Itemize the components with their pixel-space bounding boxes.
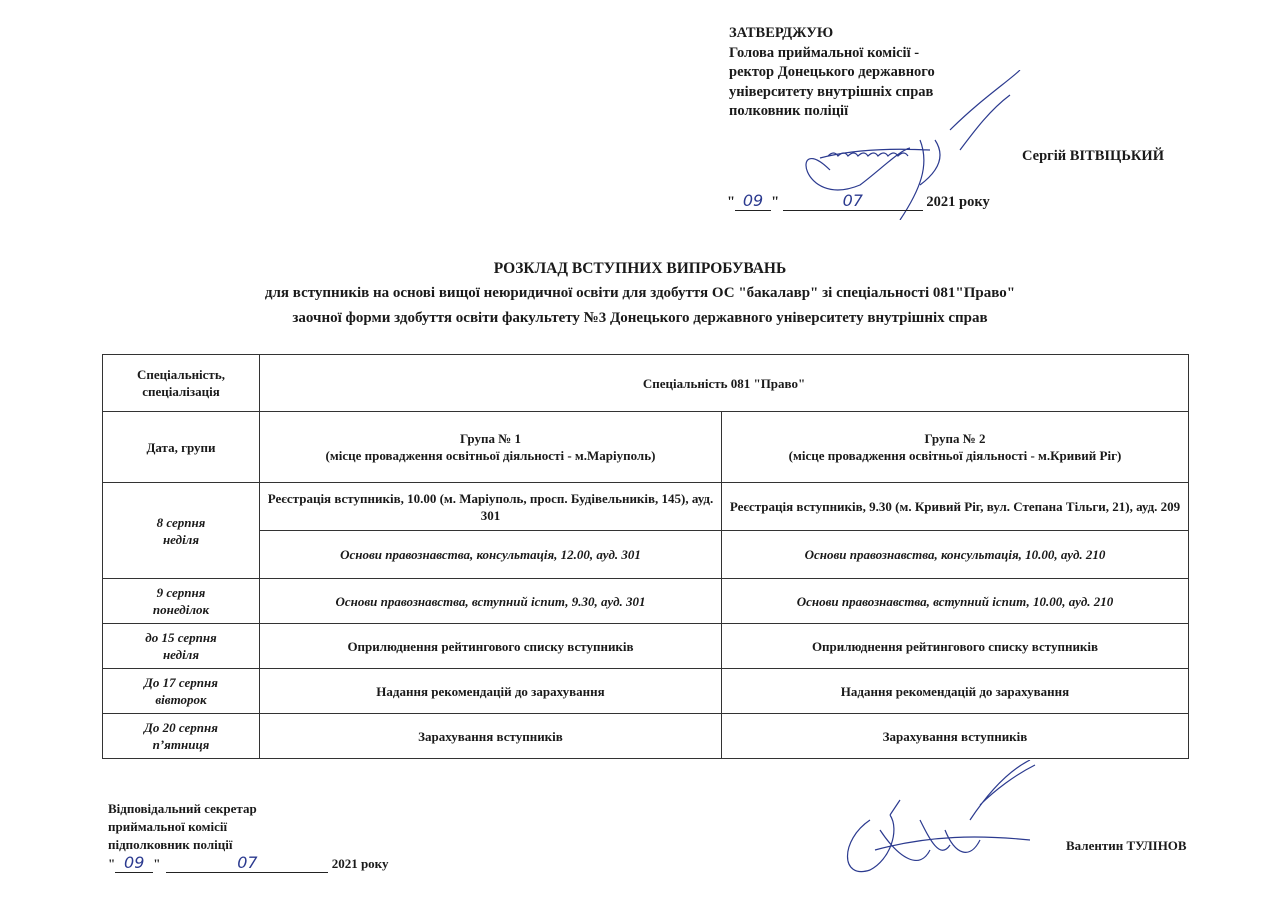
secretary-date-month: 07 <box>166 854 328 873</box>
group1-title: Група № 1 <box>459 431 522 446</box>
rector-name: Сергій ВІТВІЦЬКИЙ <box>1022 148 1164 164</box>
day-text: неділя <box>162 647 200 662</box>
date-text: 9 серпня <box>156 585 206 600</box>
secretary-date-day: 09 <box>115 854 153 873</box>
approval-date-month: 07 <box>783 191 923 211</box>
group1-cell: Надання рекомендацій до зарахування <box>260 669 722 714</box>
date-text: До 20 серпня <box>144 720 218 735</box>
secretary-date: " 09 " 07 2021 року <box>108 853 389 872</box>
approval-line: університету внутрішніх справ <box>729 83 934 100</box>
approval-date-day: 09 <box>735 191 771 211</box>
schedule-table <box>102 354 1189 759</box>
secretary-date-year: 2021 року <box>331 856 389 871</box>
day-text: неділя <box>162 531 200 547</box>
date-cell <box>103 579 260 624</box>
document-subtitle: для вступників на основі вищої неюридичної освіти для здобуття ОС "бакалавр" зі спеціальності 081"Право" <box>264 285 1016 301</box>
date-text: До 17 серпня <box>144 675 218 690</box>
date-text: 8 серпня <box>156 514 206 530</box>
approval-line: ректор Донецького державного <box>729 64 935 80</box>
group2-cell: Зарахування вступників <box>722 714 1189 759</box>
group1-place: (місце провадження освітньої діяльності - м.Маріуполь) <box>325 448 656 463</box>
secretary-line: приймальної комісії <box>108 819 228 834</box>
date-text: до 15 серпня <box>145 630 217 645</box>
table-row <box>103 531 1189 579</box>
group2-cell: Надання рекомендацій до зарахування <box>722 669 1189 714</box>
group1-cell: Реєстрація вступників, 10.00 (м. Маріуполь, просп. Будівельників, 145), ауд. 301 <box>260 483 722 531</box>
date-cell <box>103 669 260 714</box>
day-text: понеділок <box>152 602 210 617</box>
secretary-block <box>108 800 388 873</box>
secretary-line: підполковник поліції <box>108 837 233 852</box>
table-row <box>103 714 1189 759</box>
table-row <box>103 579 1189 624</box>
date-cell <box>103 714 260 759</box>
day-text: вівторок <box>155 692 207 707</box>
group2-cell: Основи правознавства, консультація, 10.00, ауд. 210 <box>722 531 1189 579</box>
group1-cell: Основи правознавства, консультація, 12.00, ауд. 301 <box>260 531 722 579</box>
secretary-name: Валентин ТУЛІНОВ <box>1066 838 1187 853</box>
secretary-line: Відповідальний секретар <box>108 801 257 816</box>
group2-cell: Основи правознавства, вступний іспит, 10.00, ауд. 210 <box>722 579 1189 624</box>
approval-line: ЗАТВЕРДЖУЮ <box>729 25 834 41</box>
approval-line: Голова приймальної комісії - <box>729 44 920 61</box>
document-title: РОЗКЛАД ВСТУПНИХ ВИПРОБУВАНЬ <box>493 260 787 277</box>
group1-cell: Основи правознавства, вступний іспит, 9.30, ауд. 301 <box>260 579 722 624</box>
spec-value-cell: Спеціальність 081 "Право" <box>260 355 1189 412</box>
table-row <box>103 355 1189 412</box>
group2-title: Група № 2 <box>924 431 986 446</box>
approval-line: полковник поліції <box>729 103 849 119</box>
group1-header <box>260 412 722 483</box>
secretary-signature <box>830 760 1040 890</box>
date-cell <box>103 624 260 669</box>
date-cell <box>103 483 260 579</box>
document-subtitle-2: заочної форми здобуття освіти факультету №3 Донецького державного університету внутрішніх справ <box>292 310 988 326</box>
day-text: п’ятниця <box>152 737 210 752</box>
approval-date: " 09 " 07 2021 року <box>727 191 990 210</box>
spec-label-cell: Спеціальність, спеціалізація <box>103 355 260 412</box>
group1-cell: Оприлюднення рейтингового списку вступників <box>260 624 722 669</box>
table-row <box>103 669 1189 714</box>
group2-cell: Реєстрація вступників, 9.30 (м. Кривий Ріг, вул. Степана Тільги, 21), ауд. 209 <box>722 483 1189 531</box>
date-label-cell: Дата, групи <box>103 412 260 483</box>
group2-cell: Оприлюднення рейтингового списку вступників <box>722 624 1189 669</box>
group1-cell: Зарахування вступників <box>260 714 722 759</box>
table-row <box>103 412 1189 483</box>
group2-place: (місце провадження освітньої діяльності - м.Кривий Ріг) <box>788 448 1122 463</box>
approval-date-year: 2021 року <box>926 194 990 210</box>
table-row <box>103 483 1189 531</box>
table-row <box>103 624 1189 669</box>
group2-header <box>722 412 1189 483</box>
